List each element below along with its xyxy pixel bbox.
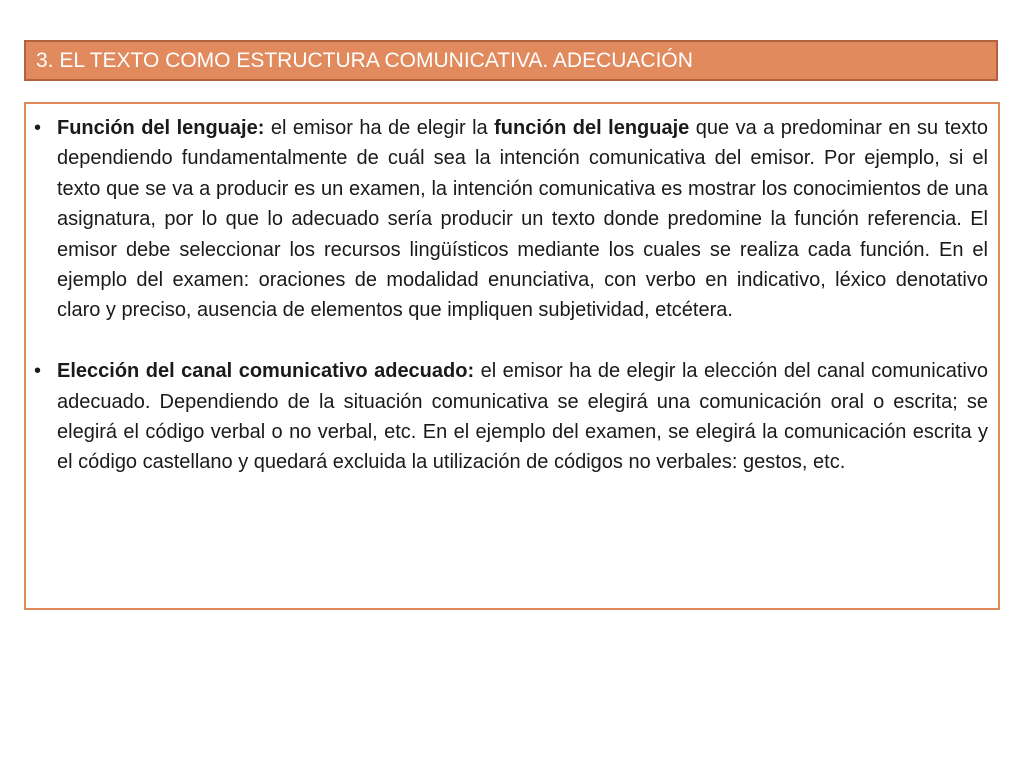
bullet-emphasis: función del lenguaje <box>494 117 690 139</box>
slide-title <box>24 40 998 81</box>
bullet-marker: • <box>34 360 42 383</box>
bullet-text: el emisor ha de elegir la elección del canal comunicativo adecuado. Dependiendo de la situación comunicativa se elegirá una comunicación oral o escrita; se elegirá el código verbal o no verbal, etc. En el ejemplo del examen, se elegirá la comunicación escrita y el código castellano y quedará excluida la utilización de códigos no verbales: gestos, etc. <box>57 360 988 474</box>
bullet-text: el emisor ha de elegir la <box>264 117 495 139</box>
bullet-lead: Elección del canal comunicativo adecuado: <box>57 360 475 383</box>
bullet-text: que va a predominar en su texto dependiendo fundamentalmente de cuál sea la intención comunicativa del emisor. Por ejemplo, si el texto que se va a producir es un examen, la intención comunicativa es mostrar los conocimientos de una asignatura, por lo que lo adecuado sería producir un texto donde predomine la función referencia. El emisor debe seleccionar los recursos lingüísticos mediante los cuales se realiza cada función. En el ejemplo del examen: oraciones de modalidad enunciativa, con verbo en indicativo, léxico denotativo claro y preciso, ausencia de elementos que impliquen subjetividad, etcétera. <box>57 117 988 322</box>
bullet-marker: • <box>34 117 42 139</box>
bullet-item-funcion-lenguaje <box>34 113 988 326</box>
bullet-lead: Función del lenguaje: <box>57 117 265 139</box>
content-box <box>24 102 1000 610</box>
bullet-item-canal-comunicativo <box>34 356 988 478</box>
bullet-list <box>34 113 988 478</box>
slide-title-text: 3. EL TEXTO COMO ESTRUCTURA COMUNICATIVA. ADECUACIÓN <box>36 49 693 72</box>
